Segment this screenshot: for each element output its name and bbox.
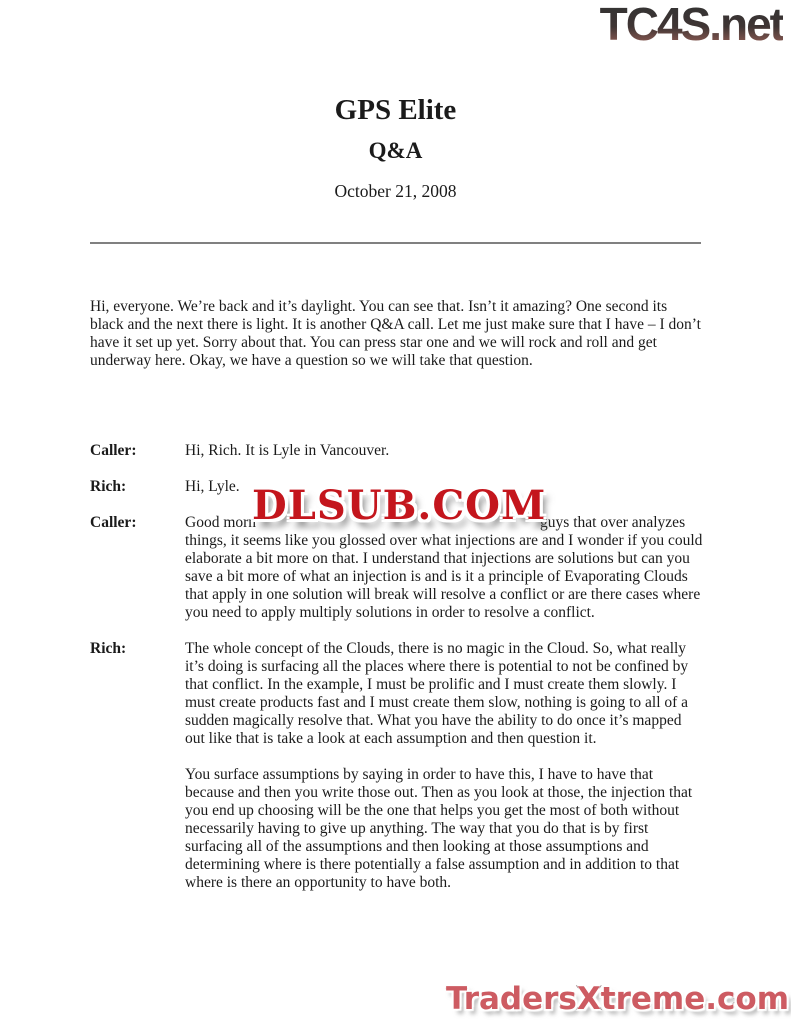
dialogue-text-before-watermark: Good morn [185, 514, 257, 531]
document-date: October 21, 2008 [334, 181, 457, 201]
dialogue-row [90, 640, 703, 892]
speaker-label: Caller: [90, 514, 137, 531]
speaker-label: Caller: [90, 442, 137, 459]
dialogue-row [90, 442, 703, 460]
tradersxtreme-watermark: TradersXtreme.com [445, 981, 789, 1017]
tc4s-watermark: TC4S.net [599, 0, 783, 50]
dialogue-text [185, 514, 703, 622]
dialogue-text: Hi, Lyle. [185, 478, 240, 495]
dialogue-text: Hi, Rich. It is Lyle in Vancouver. [185, 442, 390, 459]
dialogue-paragraph: The whole concept of the Clouds, there is no magic in the Cloud. So, what really it’s doing is surfacing all the places where there is potential to not be confined by that conflict. In the example, I must be prolific and I must create them slowly. I must create products fast and I must create them slow, nothing is going to all of a sudden magically resolve that. What you have the ability to do once it’s mapped out like that is take a look at each assumption and then question it. [185, 640, 689, 747]
dialogue-text-after-watermark: guys that over analyzes [540, 514, 686, 531]
horizontal-divider [90, 242, 701, 244]
intro-paragraph: Hi, everyone. We’re back and it’s daylight. You can see that. Isn’t it amazing? One second its black and the next there is light. It is another Q&A call. Let me just make sure that I have – I don’t have it set up yet. Sorry about that. You can press star one and we will rock and roll and get underway here. Okay, we have a question so we will take that question. [90, 298, 701, 369]
dialogue-text [185, 640, 703, 892]
dialogue-row [90, 514, 703, 622]
dlsub-watermark: DLSUB.COM [252, 482, 547, 529]
page-subtitle: Q&A [368, 138, 423, 163]
speaker-label: Rich: [90, 640, 127, 657]
dialogue-paragraph: You surface assumptions by saying in order to have this, I have to have that because and then you write those out. Then as you look at those, the injection that you end up choosing will be the one that helps you get the most of both without necessarily having to give up anything. The way that you do that is by first surfacing all of the assumptions and then looking at those assumptions and determining where is there potentially a false assumption and in addition to that where is there an opportunity to have both. [185, 766, 693, 891]
dialogue-text-continued: things, it seems like you glossed over what injections are and I wonder if you could elaborate a bit more on that. I understand that injections are solutions but can you save a bit more of what an injection is and is it a principle of Evaporating Clouds that apply in one solution will break will resolve a conflict or are there cases where you need to apply multiply solutions in order to resolve a conflict. [185, 532, 703, 621]
page-title: GPS Elite [334, 94, 457, 126]
speaker-label: Rich: [90, 478, 127, 495]
